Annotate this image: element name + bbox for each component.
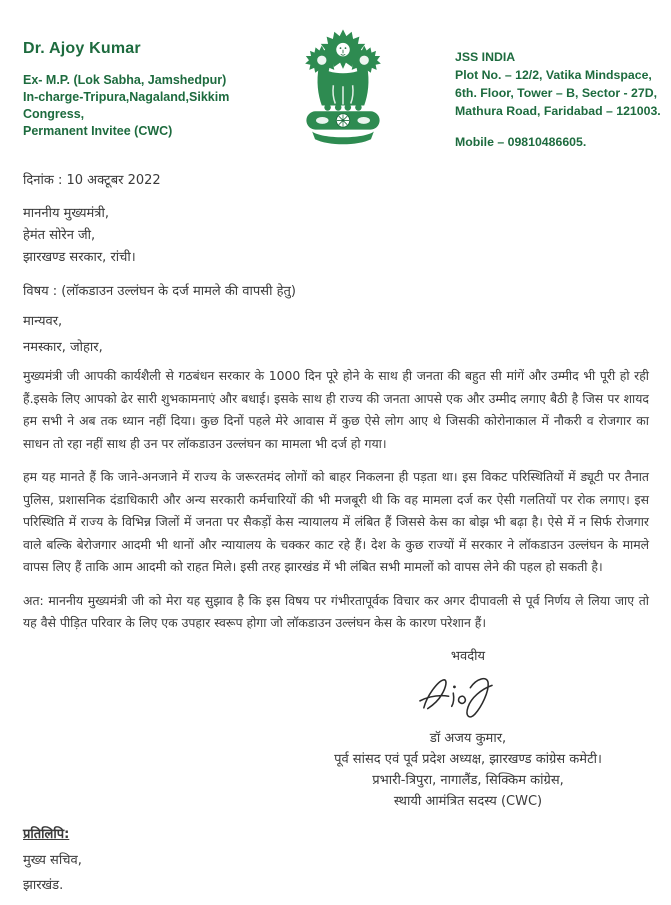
addressee-line: हेमंत सोरेन जी, xyxy=(23,228,96,243)
subject-line: विषय : (लॉकडाउन उल्लंघन के दर्ज मामले की वापसी हेतु) xyxy=(23,284,296,299)
ashoka-emblem-icon xyxy=(290,24,396,160)
copy-to-label: प्रतिलिपि: xyxy=(23,826,70,842)
sender-block xyxy=(23,40,288,140)
closing-word: भवदीय xyxy=(450,648,486,664)
date-line: दिनांक : 10 अक्टूबर 2022 xyxy=(23,173,161,188)
body-paragraph: हम यह मानते हैं कि जाने-अनजाने में राज्य के जरूरतमंद लोगों को बाहर निकलना ही पड़ता था। इस विकट परिस्थितियों में ड्यूटी पर तैनात पुलिस, प्रशासनिक दंडाधिकारी और अन्य सरकारी कर्मचारियों की भी मजबूरी थी कि वह मामला दर्ज कर ऐसी गलतियों पर रोक लगाए। इस परिस्थिति में राज्य के विभिन्न जिलों में जनता पर सैकड़ों केस न्यायालय में लंबित हैं जिससे केस का बोझ भी बढ़ा है। ऐसे में न सिर्फ रोजगार वाले बल्कि बेरोजगार आदमी भी थानों और न्यायालय के चक्कर काट रहे हैं। देश के कुछ राज्यों में सरकार ने लॉकडाउन उल्लंघन के मामले वापस लिए हैं ताकि आम आदमी को राहत मिले। इसी तरह झारखंड में भी लंबित सभी मामलों को वापस लेने की पहल हो सकती है। xyxy=(23,469,649,574)
sender-title-line: Ex- M.P. (Lok Sabha, Jamshedpur) xyxy=(23,73,227,87)
salutation: मान्यवर, xyxy=(23,314,63,329)
signoff-title-line: पूर्व सांसद एवं पूर्व प्रदेश अध्यक्ष, झारखण्ड कांग्रेस कमेटी। xyxy=(334,751,602,767)
organisation-address-line: Mathura Road, Faridabad – 121003. xyxy=(455,104,661,118)
signoff-title-line: स्थायी आमंत्रित सदस्य (CWC) xyxy=(393,793,543,809)
organisation-name: JSS INDIA xyxy=(455,50,516,64)
organisation-address-line: 6th. Floor, Tower – B, Sector - 27D, xyxy=(455,86,658,100)
addressee-line: झारखण्ड सरकार, रांची। xyxy=(23,250,136,265)
letter-content xyxy=(23,170,649,898)
body-paragraph: मुख्यमंत्री जी आपकी कार्यशैली से गठबंधन सरकार के 1000 दिन पूरे होने के साथ ही जनता की बहुत सी मांगें और उम्मीद भी पूरी हो रही हैं.इसके लिए आपको ढेर सारी शुभकामनाएं और बधाई। इसके साथ ही राज्य की जनता आपसे एक और उम्मीद लगाए बैठी है जिस पर शायद हम सभी ने अब तक ध्यान नहीं दिया। कुछ दिनों पहले मेरे आवास में कुछ ऐसे लोग आए थे जिसकी कोरोनाकाल में नौकरी व रोजगार का साधन तो रहा नहीं साथ ही उन पर लॉकडाउन उल्लंघन का मामला भी दर्ज हो गया। xyxy=(23,368,649,451)
closing-block xyxy=(293,646,643,812)
signoff-block xyxy=(293,728,643,812)
sender-title-line: Congress, xyxy=(23,107,85,121)
copy-to-line: झारखंड. xyxy=(23,877,64,893)
organisation-address-line: Plot No. – 12/2, Vatika Mindspace, xyxy=(455,68,652,82)
sender-name: Dr. Ajoy Kumar xyxy=(23,40,141,57)
addressee-line: माननीय मुख्यमंत्री, xyxy=(23,206,109,221)
signoff-name: डॉ अजय कुमार, xyxy=(429,730,507,746)
organisation-mobile: Mobile – 09810486605. xyxy=(455,135,587,149)
addressee-block xyxy=(23,203,649,269)
sender-title-line: In-charge-Tripura,Nagaland,Sikkim xyxy=(23,90,230,104)
body-paragraph: अत: माननीय मुख्यमंत्री जी को मेरा यह सुझाव है कि इस विषय पर गंभीरतापूर्वक विचार कर अगर दीपावली से पूर्व निर्णय ले लिया जाए तो यह वैसे पीड़ित परिवार के लिए एक उपहार स्वरूप होगा जो लॉकडाउन उल्लंघन केस के कारण परेशान हैं। xyxy=(23,592,649,630)
greeting: नमस्कार, जोहार, xyxy=(23,340,103,355)
copy-to-block xyxy=(23,824,649,898)
signature-icon xyxy=(409,666,527,728)
copy-to-line: मुख्य सचिव, xyxy=(23,852,82,868)
organisation-block xyxy=(455,48,665,151)
sender-title-line: Permanent Invitee (CWC) xyxy=(23,124,173,138)
signoff-title-line: प्रभारी-त्रिपुरा, नागालैंड, सिक्किम कांग्रेस, xyxy=(372,772,564,788)
